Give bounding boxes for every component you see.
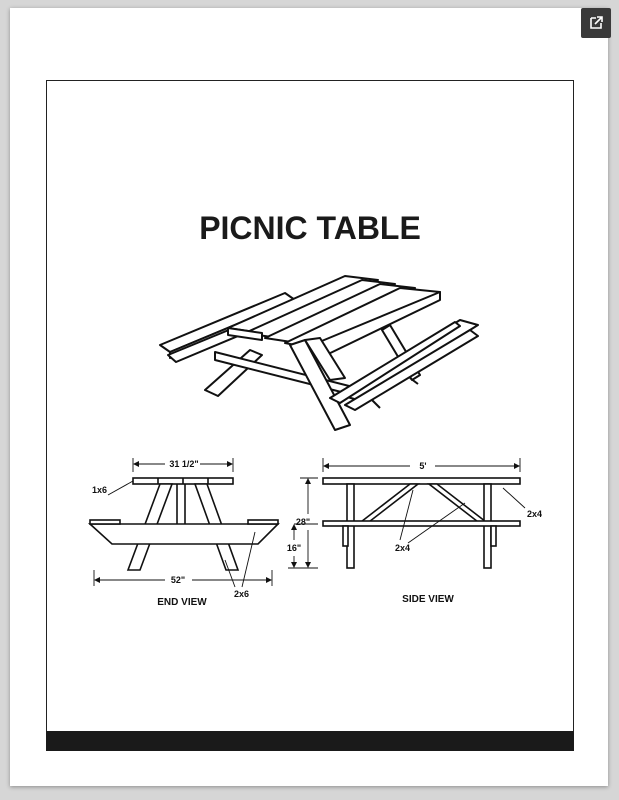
end-view-top-width-label: 31 1/2" [169,459,199,469]
side-view-braces-label: 2x4 [395,543,411,553]
page-title: PICNIC TABLE [199,210,421,246]
side-view-table-height-label: 28" [295,517,311,527]
end-view-top-board-label: 1x6 [92,485,108,495]
side-view-caption: SIDE VIEW [402,594,454,605]
side-view-seat-height-label: 16" [286,543,302,553]
end-view-drawing [90,478,278,570]
side-view-brace-right-label: 2x4 [527,509,543,519]
end-view-overall-width-label: 52" [170,575,186,585]
end-view-caption: END VIEW [157,597,207,608]
side-view-length-label: 5' [419,461,427,471]
isometric-table-illustration [160,276,478,430]
side-view-drawing [323,478,520,568]
end-view-legs-label: 2x6 [234,589,250,599]
